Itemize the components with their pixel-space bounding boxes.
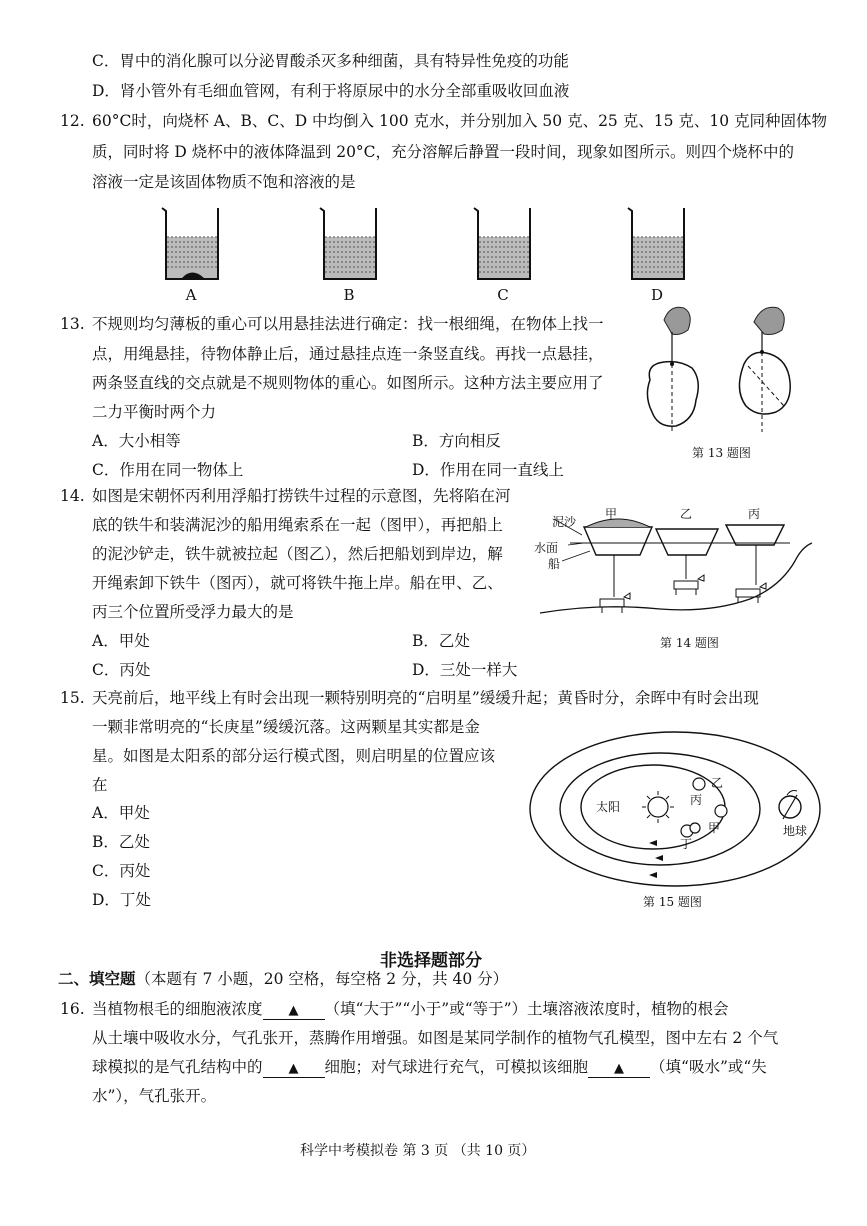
page-footer: 科学中考模拟卷 第 3 页 （共 10 页） — [300, 1143, 536, 1159]
beaker-a-figure — [160, 205, 220, 285]
q14-option-b: B．乙处 — [412, 632, 470, 650]
q13-option-b: B．方向相反 — [412, 432, 501, 450]
beaker-label-b: B — [343, 286, 355, 304]
q14-stem-line4: 开绳索卸下铁牛（图丙），就可将铁牛拖上岸。船在甲、乙、 — [92, 574, 503, 592]
q16-blank-1[interactable]: ▲ — [263, 1003, 325, 1020]
q13-option-a: A．大小相等 — [92, 432, 181, 450]
q15-label-jia: 甲 — [708, 821, 721, 835]
q14-stem-line3: 的泥沙铲走，铁牛就被拉起（图乙），然后把船划到岸边，解 — [92, 545, 503, 563]
q14-option-c: C．丙处 — [92, 661, 151, 679]
q11-option-d: D．肾小管外有毛细血管网，有利于将原尿中的水分全部重吸收回血液 — [92, 82, 570, 100]
section-title: 非选择题部分 — [380, 951, 482, 971]
q15-option-b: B．乙处 — [92, 833, 150, 851]
q15-option-a: A．甲处 — [92, 804, 150, 822]
q13-option-d: D．作用在同一直线上 — [412, 461, 564, 479]
q15-label-yi: 乙 — [711, 776, 724, 790]
q15-label-earth: 地球 — [783, 824, 808, 838]
q13-stem-line2: 点，用绳悬挂，待物体静止后，通过悬挂点连一条竖直线。再找一点悬挂， — [92, 345, 604, 363]
q14-label-chuan: 船 — [548, 557, 561, 571]
q15-figure-caption: 第 15 题图 — [643, 895, 702, 909]
q16-blank-2[interactable]: ▲ — [263, 1061, 325, 1078]
beaker-d-figure — [626, 205, 686, 285]
q16-number: 16. — [60, 1000, 85, 1018]
q15-stem-line1: 天亮前后，地平线上有时会出现一颗特别明亮的“启明星”缓缓升起；黄昏时分，余晖中有时会出现 — [92, 689, 759, 707]
q14-ship-figure — [540, 505, 815, 633]
q16-line1 — [92, 998, 729, 1020]
q15-label-ding: 丁 — [680, 837, 693, 851]
q13-stem-line3: 两条竖直线的交点就是不规则物体的重心。如图所示。这种方法主要应用了 — [92, 374, 604, 392]
q14-label-jia: 甲 — [605, 507, 618, 521]
q16-line3-part1: 球模拟的是气孔结构中的 — [92, 1058, 263, 1076]
q14-stem-line5: 丙三个位置所受浮力最大的是 — [92, 603, 294, 621]
q12-number: 12. — [60, 112, 85, 130]
q16-line4: 水”），气孔张开。 — [92, 1087, 217, 1105]
q16-line3 — [92, 1056, 767, 1078]
q12-stem-line2: 质，同时将 D 烧杯中的液体降温到 20°C，充分溶解后静置一段时间，现象如图所示。则四个烧杯中的 — [92, 143, 795, 161]
beaker-b-figure — [318, 205, 378, 285]
beaker-label-d: D — [650, 286, 664, 304]
q12-stem-line3: 溶液一定是该固体物质不饱和溶液的是 — [92, 173, 356, 191]
q14-label-shuimian: 水面 — [534, 541, 559, 555]
q14-label-nisha: 泥沙 — [552, 515, 577, 529]
q14-figure-caption: 第 14 题图 — [660, 636, 719, 650]
q14-option-a: A．甲处 — [92, 632, 150, 650]
q15-stem-line4: 在 — [92, 776, 108, 794]
q16-blank-3[interactable]: ▲ — [588, 1061, 650, 1078]
q15-solar-orbit-figure — [525, 727, 825, 887]
q13-stem-line1: 不规则均匀薄板的重心可以用悬挂法进行确定：找一根细绳，在物体上找一 — [92, 315, 604, 333]
q16-line1-part1: 当植物根毛的细胞液浓度 — [92, 1000, 263, 1018]
q14-label-bing: 丙 — [748, 507, 761, 521]
q15-number: 15. — [60, 689, 85, 707]
q14-number: 14. — [60, 487, 85, 505]
q13-option-c: C．作用在同一物体上 — [92, 461, 244, 479]
q15-label-bing: 丙 — [690, 793, 703, 807]
section-header-label: 二、填空题 — [58, 969, 136, 988]
q13-stem-line4: 二力平衡时两个力 — [92, 403, 217, 421]
q15-option-c: C．丙处 — [92, 862, 151, 880]
q16-line3-part2: 细胞；对气球进行充气，可模拟该细胞 — [324, 1058, 589, 1076]
beaker-label-c: C — [497, 286, 509, 304]
q16-line1-part2: （填“大于”“小于”或“等于”）土壤溶液浓度时，植物的根会 — [324, 1000, 729, 1018]
q13-number: 13. — [60, 315, 85, 333]
q12-stem-line1: 60°C时，向烧杯 A、B、C、D 中均倒入 100 克水，并分别加入 50 克、25 克、15 克、10 克同种固体物 — [92, 112, 828, 130]
q13-suspension-figure — [636, 300, 806, 440]
q15-label-sun: 太阳 — [596, 800, 621, 814]
q14-stem-line2: 底的铁牛和装满泥沙的船用绳索系在一起（图甲），再把船上 — [92, 516, 503, 534]
section-header-rest: （本题有 7 小题，20 空格，每空格 2 分，共 40 分） — [135, 970, 509, 988]
q16-line2: 从土壤中吸收水分，气孔张开，蒸腾作用增强。如图是某同学制作的植物气孔模型，图中左右 2 个气 — [92, 1029, 779, 1047]
q14-label-yi: 乙 — [680, 507, 693, 521]
q15-stem-line3: 星。如图是太阳系的部分运行模式图，则启明星的位置应该 — [92, 747, 496, 765]
q14-stem-line1: 如图是宋朝怀丙利用浮船打捞铁牛过程的示意图，先将陷在河 — [92, 487, 511, 505]
q16-line3-part3: （填“吸水”或“失 — [650, 1058, 767, 1076]
q14-option-d: D．三处一样大 — [412, 661, 518, 679]
section-header — [58, 968, 508, 990]
q15-option-d: D．丁处 — [92, 891, 151, 909]
q11-option-c: C．胃中的消化腺可以分泌胃酸杀灭多种细菌，具有特异性免疫的功能 — [92, 52, 569, 70]
q15-stem-line2: 一颗非常明亮的“长庚星”缓缓沉落。这两颗星其实都是金 — [92, 718, 480, 736]
beaker-c-figure — [472, 205, 532, 285]
beaker-label-a: A — [185, 286, 197, 304]
q13-figure-caption: 第 13 题图 — [692, 446, 751, 460]
